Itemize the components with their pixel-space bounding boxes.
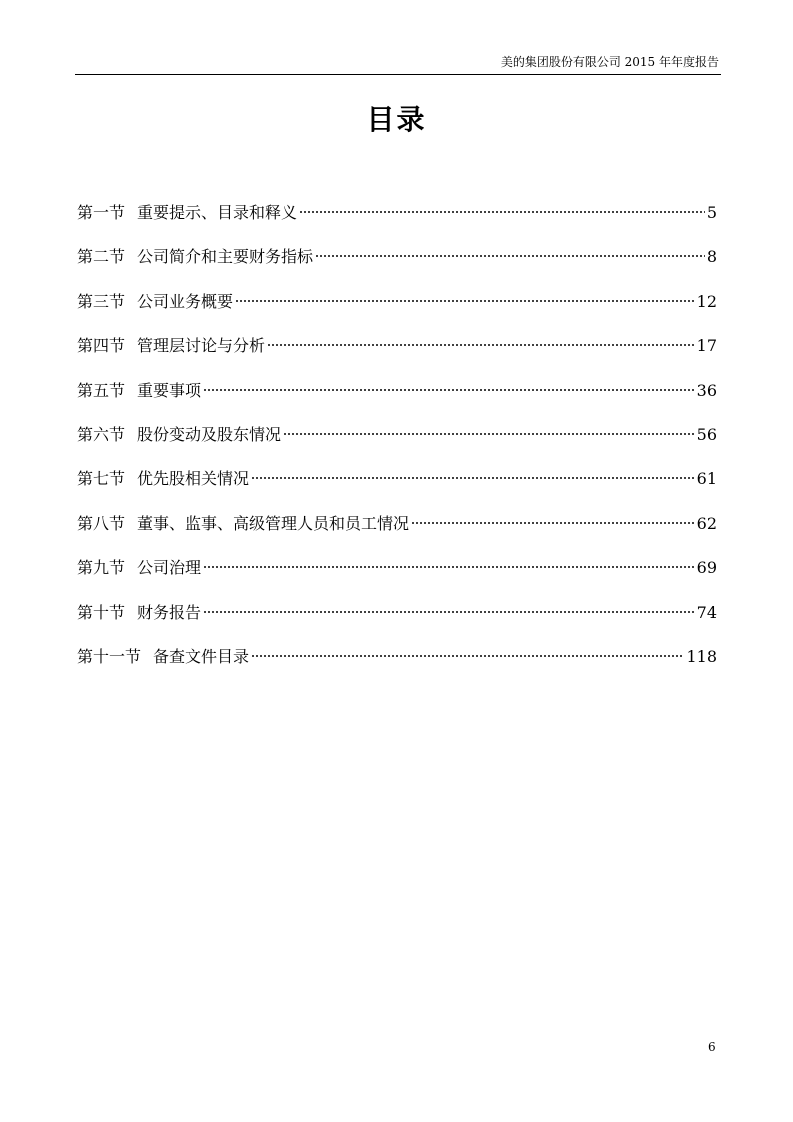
toc-section-title: 管理层讨论与分析 [137, 336, 266, 356]
toc-section-title: 优先股相关情况 [137, 469, 250, 489]
toc-page-number: 8 [706, 247, 717, 267]
toc-entry[interactable] [77, 554, 717, 598]
toc-entry[interactable] [77, 199, 717, 243]
toc-section-number: 第四节 [77, 336, 126, 356]
toc-page-number: 12 [696, 291, 717, 311]
toc-dot-leader [235, 299, 695, 303]
toc-page-number: 5 [706, 203, 717, 222]
toc-dot-leader [203, 610, 695, 614]
toc-section-title: 重要提示、目录和释义 [137, 203, 298, 222]
toc-section-title: 财务报告 [137, 602, 202, 622]
toc-section-title: 公司治理 [137, 558, 202, 578]
page-header [75, 52, 721, 75]
toc-dot-leader [315, 254, 705, 258]
toc-section-title: 公司简介和主要财务指标 [137, 247, 314, 267]
toc-entry[interactable] [77, 288, 717, 332]
toc-section-title: 备查文件目录 [153, 646, 250, 666]
toc-section-title: 重要事项 [137, 380, 202, 400]
toc-page-number: 17 [696, 336, 717, 356]
toc-entry[interactable] [77, 243, 717, 287]
toc-section-number: 第七节 [77, 469, 126, 489]
toc-section-title: 股份变动及股东情况 [137, 424, 282, 444]
toc-page-number: 61 [696, 469, 717, 489]
toc-page-number: 74 [696, 602, 717, 622]
toc-entry[interactable] [77, 465, 717, 509]
toc-page-number: 62 [696, 513, 717, 533]
toc-section-number: 第八节 [77, 513, 126, 533]
toc-entry[interactable] [77, 510, 717, 554]
toc-section-number: 第五节 [77, 380, 126, 400]
toc-dot-leader [251, 654, 684, 658]
toc-dot-leader [251, 476, 695, 480]
toc-dot-leader [267, 343, 695, 347]
toc-dot-leader [203, 388, 695, 392]
toc-section-number: 第九节 [77, 558, 126, 578]
table-of-contents [77, 199, 717, 687]
report-header-text: 美的集团股份有限公司 2015 年年度报告 [500, 55, 719, 69]
toc-section-title: 公司业务概要 [137, 291, 234, 311]
toc-section-number: 第六节 [77, 424, 126, 444]
toc-entry[interactable] [77, 599, 717, 643]
toc-section-number: 第二节 [77, 247, 126, 267]
toc-section-number: 第一节 [77, 203, 126, 222]
toc-section-number: 第十节 [77, 602, 126, 622]
toc-section-title: 董事、监事、高级管理人员和员工情况 [137, 513, 410, 533]
toc-dot-leader [411, 521, 695, 525]
toc-entry[interactable] [77, 643, 717, 687]
toc-page-number: 69 [696, 558, 717, 578]
toc-dot-leader [203, 565, 695, 569]
toc-entry[interactable] [77, 377, 717, 421]
toc-entry[interactable] [77, 421, 717, 465]
toc-section-number: 第十一节 [77, 646, 142, 666]
toc-page-number: 118 [686, 646, 717, 666]
toc-dot-leader [283, 432, 695, 436]
footer-page-number: 6 [708, 1040, 716, 1054]
toc-entry[interactable] [77, 332, 717, 376]
page-title: 目录 [366, 103, 427, 136]
toc-page-number: 36 [696, 380, 717, 400]
toc-page-number: 56 [696, 424, 717, 444]
toc-dot-leader [299, 210, 705, 214]
toc-section-number: 第三节 [77, 291, 126, 311]
